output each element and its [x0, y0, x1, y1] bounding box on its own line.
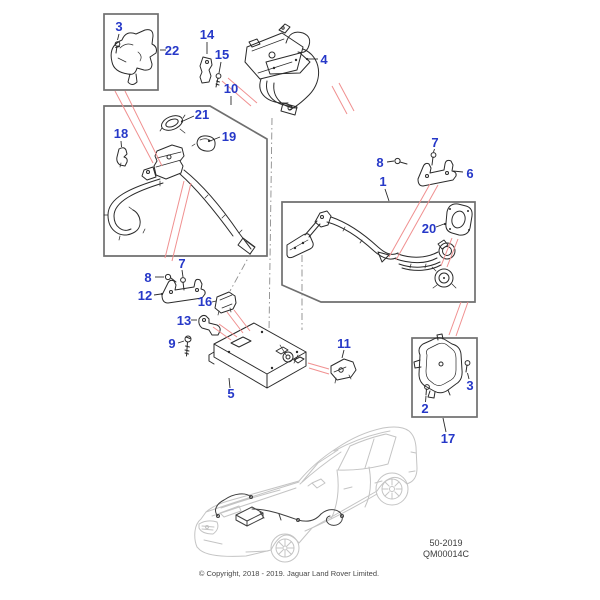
part-16-relay-art — [215, 292, 236, 315]
module-5-art — [209, 323, 306, 388]
inset-box-part-22 — [104, 14, 158, 90]
alignment-dash-line — [269, 118, 272, 332]
part-4-assembly-art — [245, 24, 319, 115]
callout-7-right[interactable]: 7 — [431, 135, 439, 150]
drawing-code: QM00014C — [422, 549, 470, 559]
inset-box-part-10 — [104, 106, 267, 256]
front-wheel — [271, 534, 299, 562]
bracket-6-art — [418, 160, 456, 186]
callout-5[interactable]: 5 — [227, 386, 235, 401]
callout-8-left[interactable]: 8 — [144, 270, 152, 285]
screw-15-art — [216, 74, 221, 87]
vehicle-illustration — [195, 427, 417, 562]
callout-19[interactable]: 19 — [221, 129, 237, 144]
alignment-dash-line — [230, 251, 252, 291]
copyright-note: © Copyright, 2018 - 2019. Jaguar Land Rover Limited. — [198, 569, 380, 578]
callout-4[interactable]: 4 — [320, 52, 328, 67]
screw-7-right-art — [431, 153, 436, 165]
part-14-bracket-art — [200, 57, 212, 83]
callout-14[interactable]: 14 — [199, 27, 215, 42]
callout-20[interactable]: 20 — [421, 221, 437, 236]
callout-8-right[interactable]: 8 — [376, 155, 384, 170]
part-13-clip-art — [199, 315, 220, 335]
callout-7-left[interactable]: 7 — [178, 256, 186, 271]
callout-12[interactable]: 12 — [137, 288, 153, 303]
callout-6[interactable]: 6 — [466, 166, 474, 181]
callout-9[interactable]: 9 — [168, 336, 176, 351]
callout-17[interactable]: 17 — [440, 431, 456, 446]
callout-2[interactable]: 2 — [421, 401, 429, 416]
callout-18[interactable]: 18 — [113, 126, 129, 141]
part-11-bracket-art — [331, 359, 356, 383]
screw-8-right-art — [395, 158, 407, 164]
callout-21[interactable]: 21 — [194, 107, 210, 122]
callout-13[interactable]: 13 — [176, 313, 192, 328]
callout-11[interactable]: 11 — [337, 336, 351, 351]
sheet-ref: 50-2019 — [429, 538, 463, 548]
callout-3-top[interactable]: 3 — [115, 19, 123, 34]
callout-15[interactable]: 15 — [214, 47, 230, 62]
bolt-9-art — [185, 336, 191, 356]
callout-16[interactable]: 16 — [197, 294, 213, 309]
callout-3-right[interactable]: 3 — [466, 378, 474, 393]
callout-22[interactable]: 22 — [164, 43, 180, 58]
callout-10[interactable]: 10 — [223, 81, 239, 96]
callout-1[interactable]: 1 — [379, 174, 387, 189]
